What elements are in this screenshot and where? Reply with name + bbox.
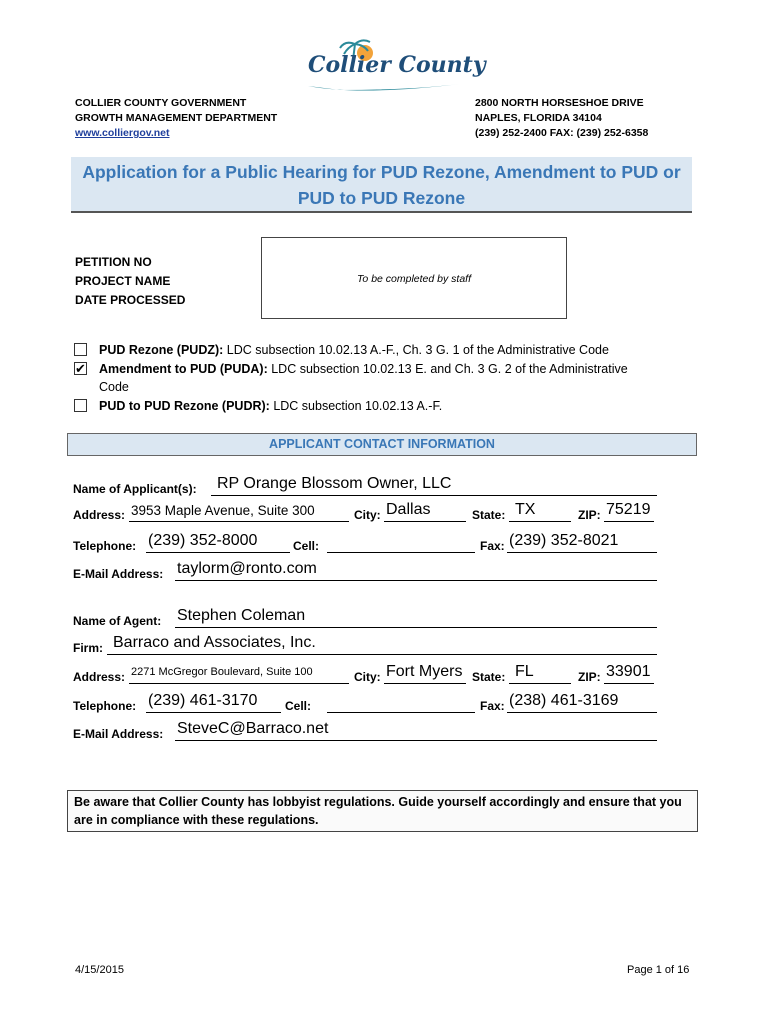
applicant-name-row xyxy=(73,474,657,496)
agent-zip-field[interactable]: 33901 xyxy=(604,662,654,684)
option-pudz-title: PUD Rezone (PUDZ): xyxy=(99,343,224,357)
city-state: NAPLES, FLORIDA 34104 xyxy=(475,112,602,124)
agent-name-row xyxy=(73,606,657,628)
option-pudr-title: PUD to PUD Rezone (PUDR): xyxy=(99,399,270,413)
agent-address-label: Address: xyxy=(73,670,126,684)
firm-row xyxy=(73,633,657,655)
section-header: APPLICANT CONTACT INFORMATION xyxy=(67,433,697,456)
lobbyist-notice: Be aware that Collier County has lobbyist regulations. Guide yourself accordingly and ensure that you are in compliance with these regulations. xyxy=(67,790,698,832)
zip-label: ZIP: xyxy=(578,508,601,522)
agent-name-label: Name of Agent: xyxy=(73,614,162,628)
applicant-telephone-field[interactable]: (239) 352-8000 xyxy=(146,531,290,553)
check-mark-icon: ✔ xyxy=(75,361,86,376)
telephone-label: Telephone: xyxy=(73,539,137,553)
footer-page: Page 1 of 16 xyxy=(627,964,690,976)
header-left xyxy=(75,96,277,141)
project-name-label: PROJECT NAME xyxy=(75,274,171,288)
petition-labels xyxy=(75,253,185,310)
cell-label: Cell: xyxy=(293,539,320,553)
date-processed-label: DATE PROCESSED xyxy=(75,293,186,307)
option-puda xyxy=(99,360,689,396)
applicant-zip-field[interactable]: 75219 xyxy=(604,500,654,522)
footer-date: 4/15/2015 xyxy=(75,964,124,976)
agent-cell-label: Cell: xyxy=(285,699,312,713)
agent-phone-row xyxy=(73,691,657,713)
agent-fax-label: Fax: xyxy=(480,699,505,713)
applicant-fax-field[interactable]: (239) 352-8021 xyxy=(507,531,657,553)
agent-address-row xyxy=(73,662,657,684)
applicant-name-field[interactable]: RP Orange Blossom Owner, LLC xyxy=(211,474,657,496)
title-line-1: Application for a Public Hearing for PUD Rezone, Amendment to PUD or xyxy=(82,162,681,182)
pudz-checkbox[interactable] xyxy=(74,343,87,356)
form-title xyxy=(71,157,692,213)
staff-note: To be completed by staff xyxy=(356,273,471,285)
agent-email-field[interactable]: SteveC@Barraco.net xyxy=(175,719,657,741)
petition-no-label: PETITION NO xyxy=(75,255,152,269)
agent-state-label: State: xyxy=(472,670,506,684)
collier-county-logo xyxy=(300,38,486,94)
department-name: GROWTH MANAGEMENT DEPARTMENT xyxy=(75,112,278,124)
pudr-checkbox[interactable] xyxy=(74,399,87,412)
agent-firm-field[interactable]: Barraco and Associates, Inc. xyxy=(107,633,657,655)
applicant-state-field[interactable]: TX xyxy=(509,500,571,522)
agent-email-label: E-Mail Address: xyxy=(73,727,164,741)
phone-fax: (239) 252-2400 FAX: (239) 252-6358 xyxy=(475,127,649,139)
applicant-phone-row xyxy=(73,531,657,553)
applicant-name-label: Name of Applicant(s): xyxy=(73,482,197,496)
agent-telephone-label: Telephone: xyxy=(73,699,137,713)
agent-zip-label: ZIP: xyxy=(578,670,601,684)
agent-state-field[interactable]: FL xyxy=(509,662,571,684)
agent-city-field[interactable]: Fort Myers xyxy=(384,662,466,684)
state-label: State: xyxy=(472,508,506,522)
applicant-cell-field[interactable] xyxy=(327,531,475,553)
agent-fax-field[interactable]: (238) 461-3169 xyxy=(507,691,657,713)
fax-label: Fax: xyxy=(480,539,505,553)
applicant-city-field[interactable]: Dallas xyxy=(384,500,466,522)
option-pudr-text: LDC subsection 10.02.13 A.-F. xyxy=(269,399,443,413)
title-line-2: PUD to PUD Rezone xyxy=(297,188,466,208)
firm-label: Firm: xyxy=(73,641,103,655)
logo-text: Collier County xyxy=(308,52,486,78)
applicant-email-field[interactable]: taylorm@ronto.com xyxy=(175,559,657,581)
option-pudz-text: LDC subsection 10.02.13 A.-F., Ch. 3 G. 1 of the Administrative Code xyxy=(223,343,609,357)
agent-email-row xyxy=(73,719,657,741)
org-name: COLLIER COUNTY GOVERNMENT xyxy=(75,97,247,109)
city-label: City: xyxy=(354,508,381,522)
agent-cell-field[interactable] xyxy=(327,691,475,713)
applicant-email-row xyxy=(73,559,657,581)
website-link[interactable]: www.colliergov.net xyxy=(75,127,170,139)
option-puda-text-2: Code xyxy=(99,380,129,394)
agent-city-label: City: xyxy=(354,670,381,684)
street-address: 2800 NORTH HORSESHOE DRIVE xyxy=(475,97,644,109)
agent-name-field[interactable]: Stephen Coleman xyxy=(175,606,657,628)
applicant-address-row xyxy=(73,500,657,522)
agent-telephone-field[interactable]: (239) 461-3170 xyxy=(146,691,281,713)
agent-address-field[interactable]: 2271 McGregor Boulevard, Suite 100 xyxy=(129,662,349,684)
option-puda-text: LDC subsection 10.02.13 E. and Ch. 3 G. 2 of the Administrative xyxy=(267,362,628,376)
staff-box xyxy=(261,237,567,319)
email-label: E-Mail Address: xyxy=(73,567,164,581)
option-pudz xyxy=(99,341,609,359)
option-pudr xyxy=(99,397,442,415)
option-puda-title: Amendment to PUD (PUDA): xyxy=(99,362,268,376)
address-label: Address: xyxy=(73,508,126,522)
applicant-address-field[interactable]: 3953 Maple Avenue, Suite 300 xyxy=(129,500,349,522)
puda-checkbox[interactable] xyxy=(74,362,87,375)
header-right xyxy=(475,96,648,141)
